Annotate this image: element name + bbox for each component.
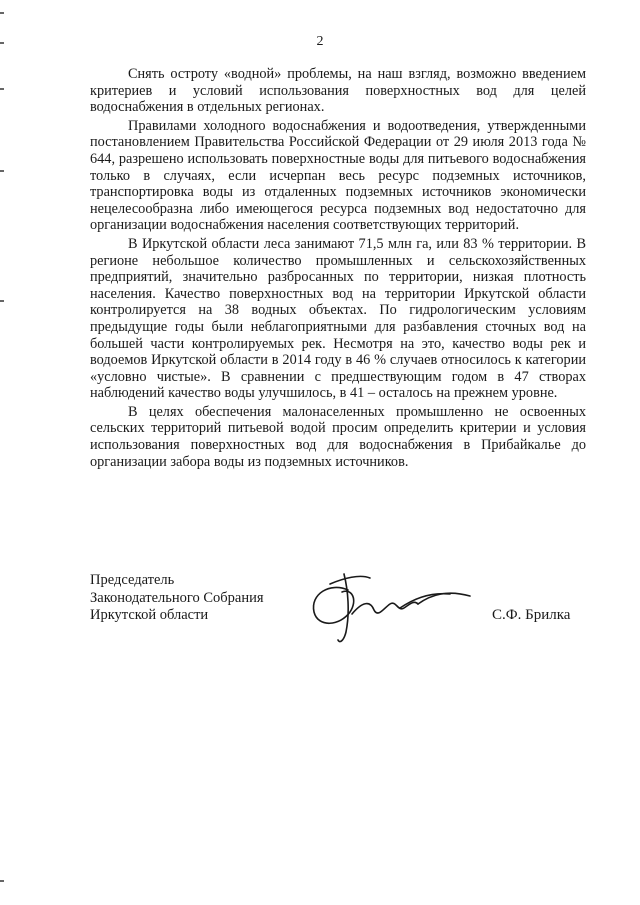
scan-edge-mark xyxy=(0,170,4,172)
signatory-organization: Законодательного Собрания xyxy=(90,589,264,606)
scan-edge-mark xyxy=(0,12,4,14)
paragraph-3: В Иркутской области леса занимают 71,5 млн га, или 83 % территории. В регионе небольшое количество промышленных и сельскохозяйственных предприятий, значительно разбросанных по территории, низкая плотность населения. Качество поверхностных вод на территории Иркутской области контролируется на 38 водных объектах. По гидрологическим условиям предыдущие годы были неблагоприятными для разбавления сточных вод на большей части контролируемых рек. Несмотря на это, качество воды рек и водоемов Иркутской области в 2014 году в 46 % случаев относилось к категории «условно чистые». В сравнении с предшествующим годом в 47 створах наблюдений качество воды улучшилось, в 41 – осталось на прежнем уровне. xyxy=(90,235,586,402)
letter-body xyxy=(90,66,586,472)
signatory-region: Иркутской области xyxy=(90,607,209,623)
signatory-position: Председатель xyxy=(90,572,175,588)
signer-name: С.Ф. Брилка xyxy=(492,607,571,623)
signatory-title xyxy=(90,572,264,625)
page-number: 2 xyxy=(316,34,324,49)
scan-edge-mark xyxy=(0,88,4,90)
paragraph-4: В целях обеспечения малонаселенных промышленно не освоенных сельских территорий питьевой водой просим определить критерии и условия использования поверхностных вод для водоснабжения в Прибайкалье до организации забора воды из подземных источников. xyxy=(90,403,586,470)
scan-edge-mark xyxy=(0,300,4,302)
scan-edge-mark xyxy=(0,42,4,44)
scan-edge-mark xyxy=(0,880,4,882)
paragraph-2: Правилами холодного водоснабжения и водоотведения, утвержденными постановлением Правительства Российской Федерации от 29 июля 2013 года № 644, разрешено использовать поверхностные воды для питьевого водоснабжения только в случаях, если исчерпан весь ресурс подземных источников, транспортировка воды из отдаленных подземных источников экономически нецелесообразна либо имеющегося ресурса подземных вод недостаточно для организации водоснабжения населения соответствующих территорий. xyxy=(90,117,586,234)
paragraph-1: Снять остроту «водной» проблемы, на наш взгляд, возможно введением критериев и условий использования поверхностных вод для целей водоснабжения в отдельных регионах. xyxy=(90,66,586,116)
handwritten-signature xyxy=(300,560,480,650)
